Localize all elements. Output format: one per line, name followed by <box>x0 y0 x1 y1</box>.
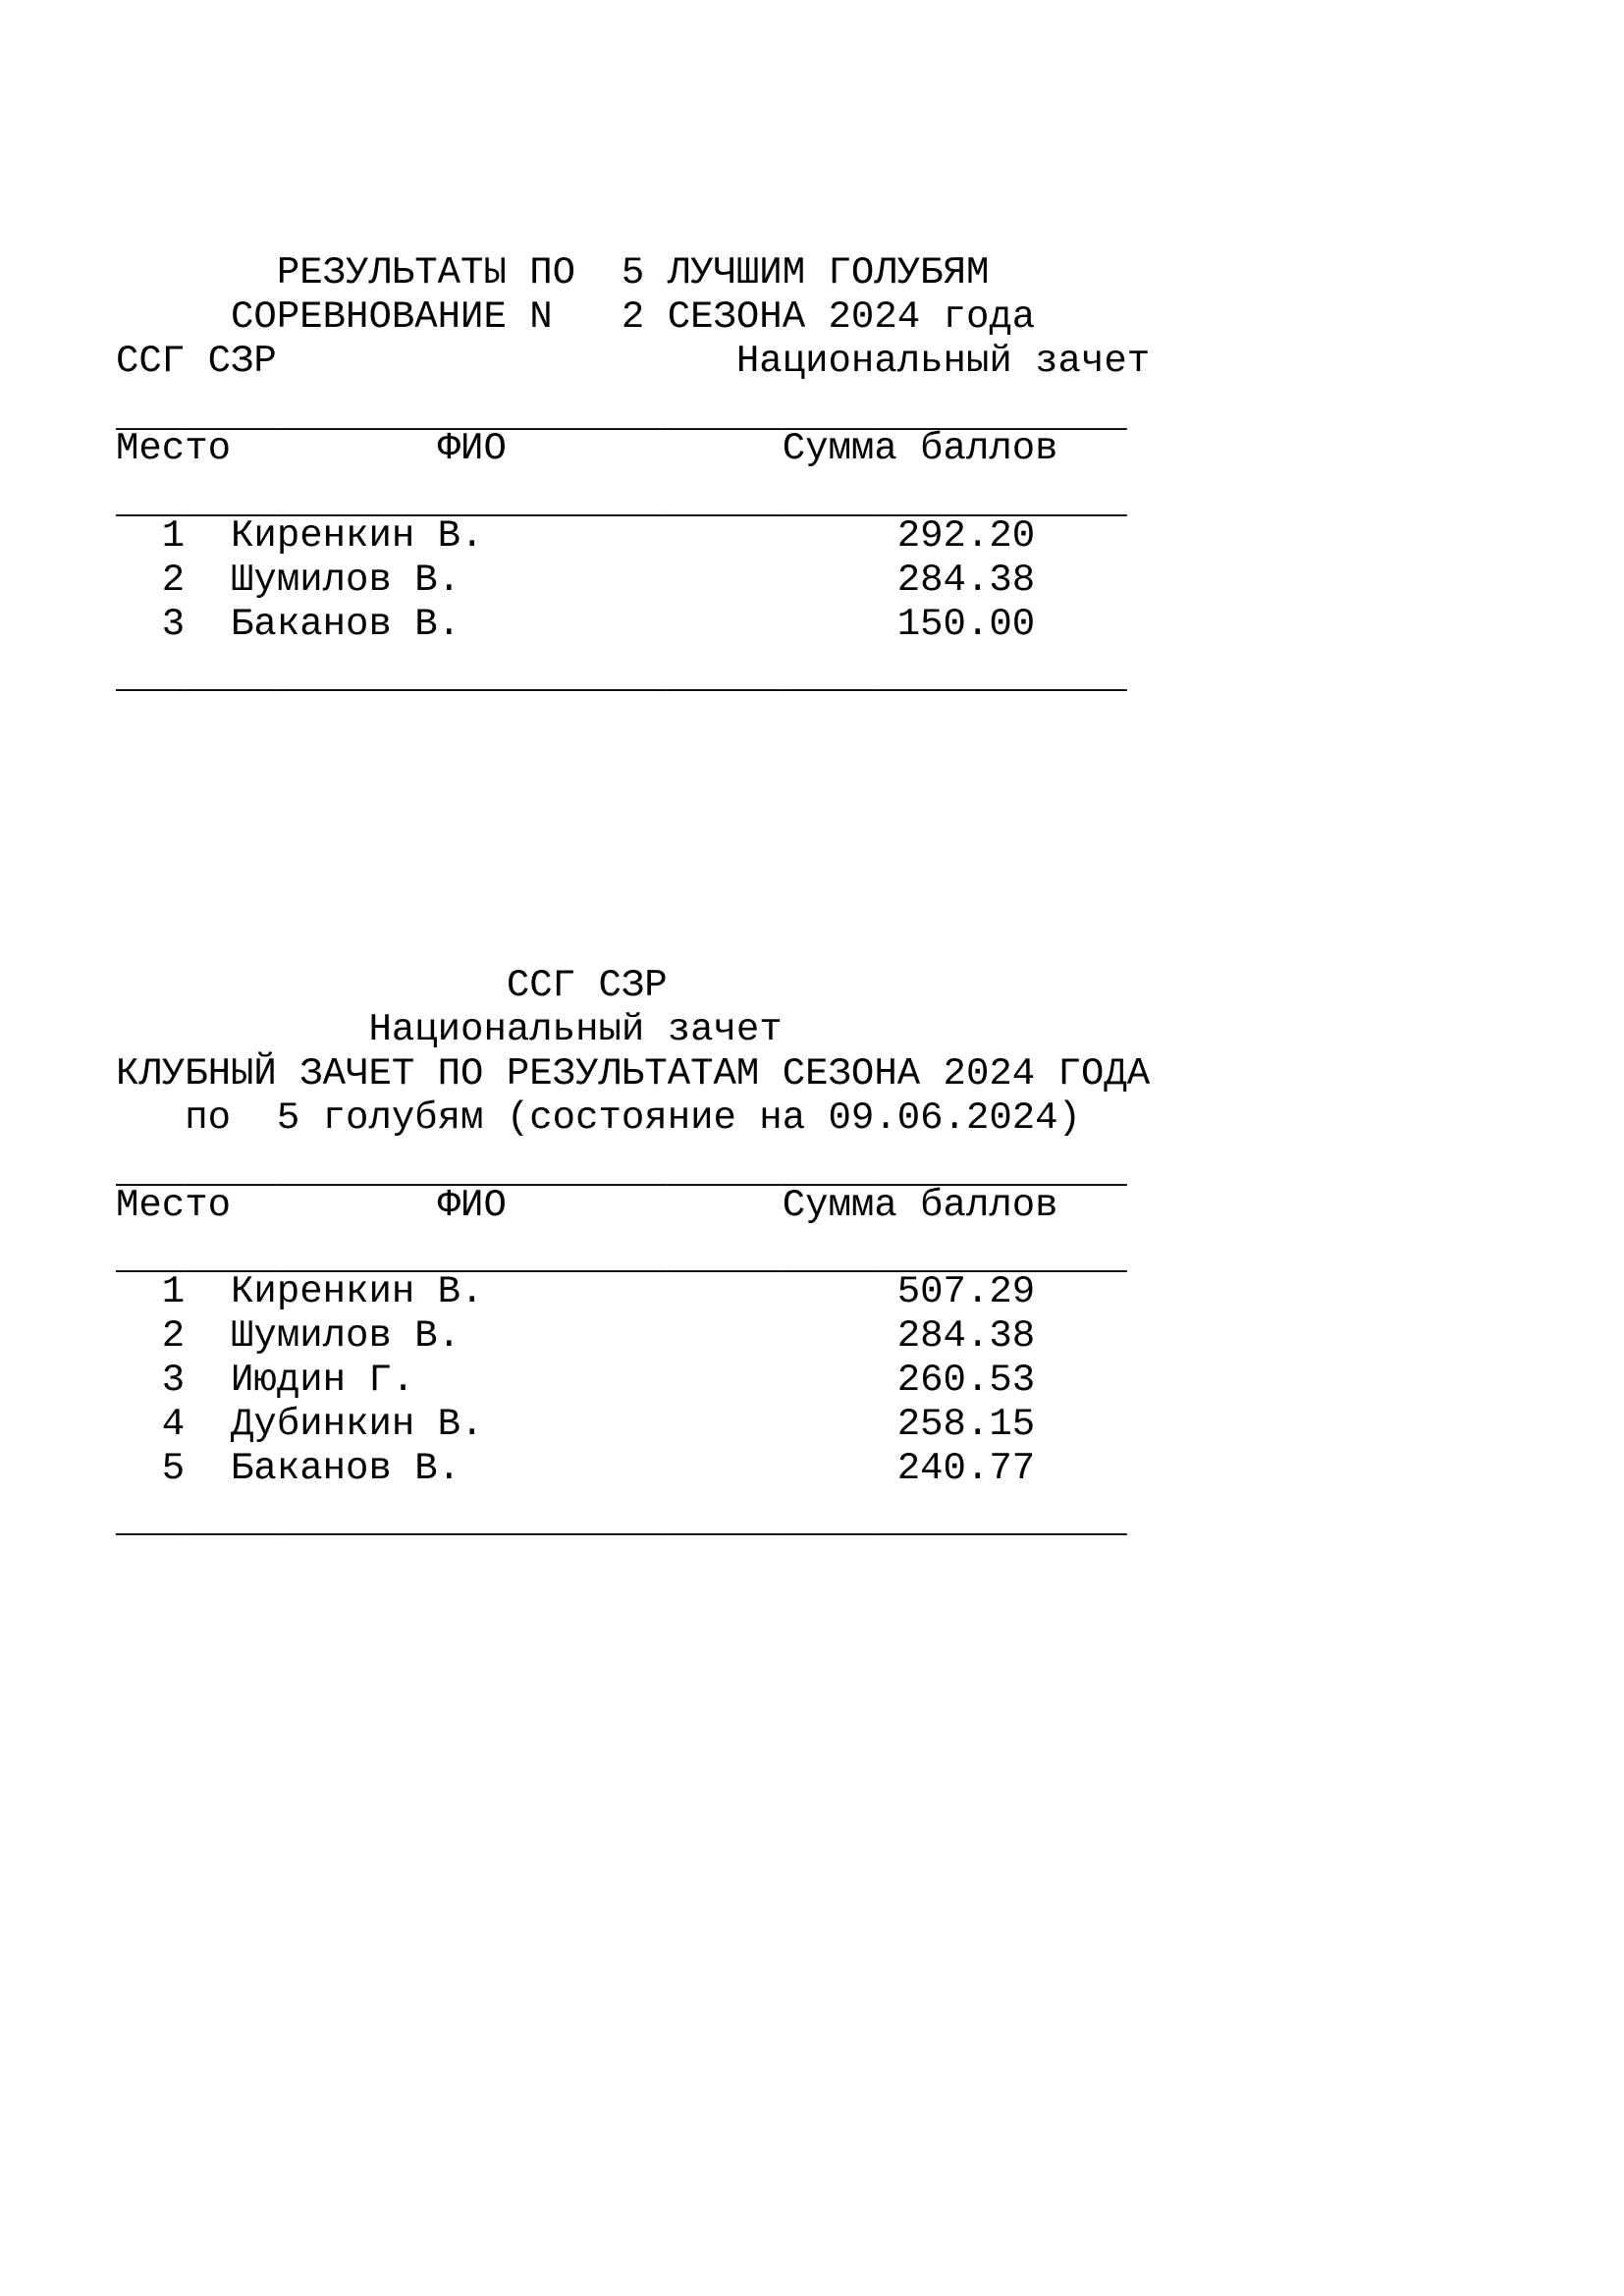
table-row: 2 Шумилов В. 284.38 <box>116 559 1036 602</box>
report1-rule-bottom: ____________________________________________ <box>116 656 1127 699</box>
report2-rule-bottom: ____________________________________________ <box>116 1500 1127 1543</box>
report1-rule-top: ____________________________________________ <box>116 395 1127 438</box>
report1-table-header: Место ФИО Сумма баллов <box>116 427 1058 470</box>
table-row: 3 Июдин Г. 260.53 <box>116 1359 1036 1402</box>
report2-title-line1: ССГ СЗР <box>116 964 668 1007</box>
report2-rule-top: ____________________________________________ <box>116 1150 1127 1194</box>
report2-table-header: Место ФИО Сумма баллов <box>116 1184 1058 1227</box>
table-row: 2 Шумилов В. 284.38 <box>116 1314 1036 1358</box>
table-row: 4 Дубинкин В. 258.15 <box>116 1403 1036 1446</box>
table-row: 3 Баканов В. 150.00 <box>116 603 1036 646</box>
report2-title-line3: КЛУБНЫЙ ЗАЧЕТ ПО РЕЗУЛЬТАТАМ СЕЗОНА 2024 ГОДА <box>116 1052 1151 1095</box>
report2-title-line2: Национальный зачет <box>116 1008 783 1051</box>
report1-title-line1: РЕЗУЛЬТАТЫ ПО 5 ЛУЧШИМ ГОЛУБЯМ <box>116 251 990 294</box>
table-row: 1 Киренкин В. 292.20 <box>116 514 1036 558</box>
report2-rule-mid: ____________________________________________ <box>116 1237 1127 1280</box>
report2-title-line4: по 5 голубям (состояние на 09.06.2024) <box>116 1096 1081 1140</box>
report1-org-line: ССГ СЗР Национальный зачет <box>116 340 1151 383</box>
report1-rule-mid: ____________________________________________ <box>116 481 1127 524</box>
table-row: 1 Киренкин В. 507.29 <box>116 1270 1036 1313</box>
table-row: 5 Баканов В. 240.77 <box>116 1447 1036 1490</box>
report1-title-line2: СОРЕВНОВАНИЕ N 2 СЕЗОНА 2024 года <box>116 295 1036 339</box>
